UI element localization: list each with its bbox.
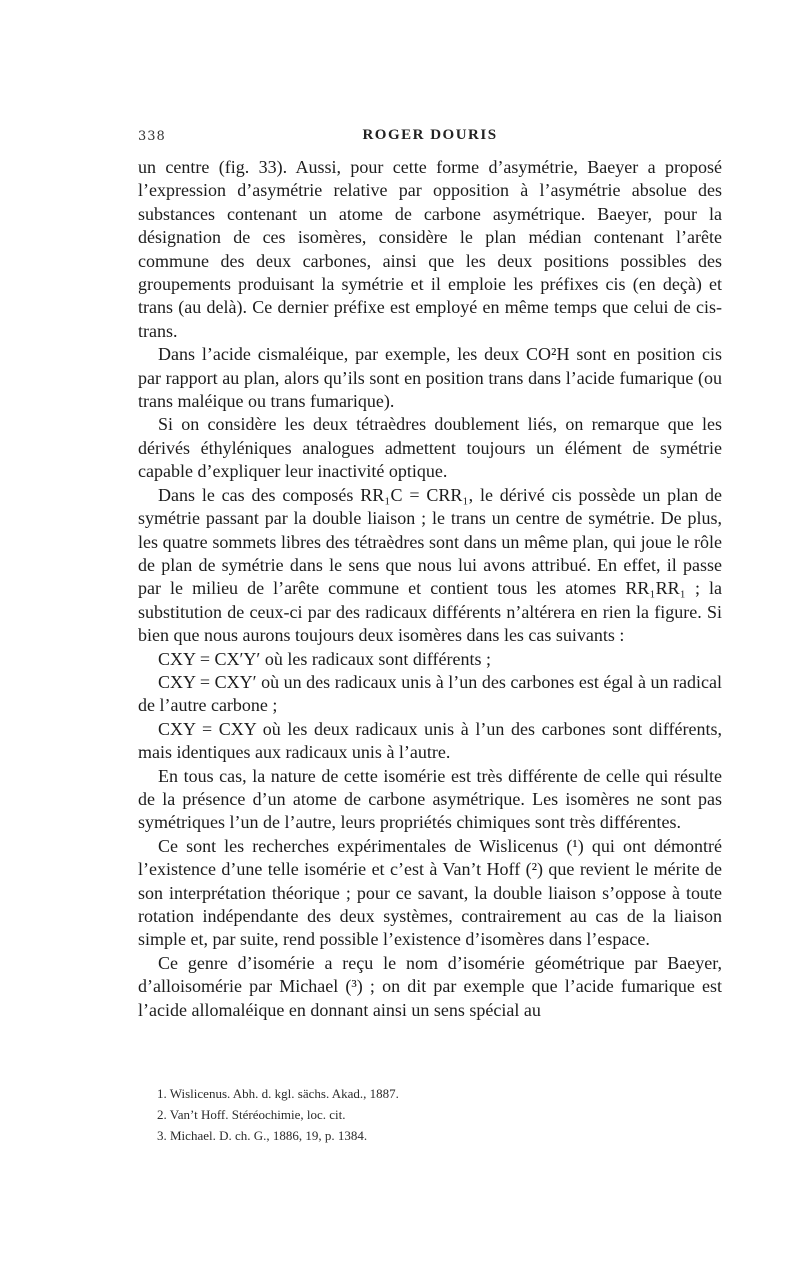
running-title: ROGER DOURIS (362, 127, 498, 143)
paragraph: un centre (fig. 33). Aussi, pour cette forme d’asymétrie, Baeyer a proposé l’expression d’asymétrie relative par opposition à l’asymétrie absolue des substances contenant un atome de carbone asymétrique. Baeyer, pour la désignation de ces isomères, considère le plan médian contenant l’arête commune des deux carbones, ainsi que les deux positions possibles des groupements produisant la symétrie et il emploie les préfixes cis (en deçà) et trans (au delà). Ce dernier préfixe est employé en même temps que celui de cis-trans. (138, 157, 722, 341)
footnote: 1. Wislicenus. Abh. d. kgl. sächs. Akad., 1887. (157, 1086, 399, 1101)
paragraph: Dans l’acide cismaléique, par exemple, les deux CO²H sont en position cis par rapport au plan, alors qu’ils sont en position trans dans l’acide fumarique (ou trans maléique ou trans fumarique). (138, 344, 722, 412)
formula-case: CXY = CXY′ où un des radicaux unis à l’un des carbones est égal à un radical de l’autre carbone ; (138, 671, 722, 716)
footnote: 2. Van’t Hoff. Stéréochimie, loc. cit. (157, 1107, 346, 1122)
footnote: 3. Michael. D. ch. G., 1886, 19, p. 1384. (157, 1128, 368, 1143)
running-head (138, 127, 722, 151)
formula-case: CXY = CXY où les deux radicaux unis à l’un des carbones sont différents, mais identiques aux radicaux unis à l’autre. (138, 718, 722, 763)
page-number: 338 (138, 129, 166, 144)
paragraph: Ce sont les recherches expérimentales de Wislicenus (¹) qui ont démontré l’existence d’une telle isomérie et c’est à Van’t Hoff (²) que revient le mérite de son interprétation théorique ; pour ce savant, la double liaison s’oppose à toute rotation indépendante des deux systèmes, contrairement au cas de la liaison simple et, par suite, rend possible l’existence d’isomères dans l’espace. (138, 835, 722, 950)
body-text (138, 156, 722, 1022)
footnotes (138, 1083, 722, 1146)
paragraph: Dans le cas des composés RR₁C = CRR₁, le dérivé cis possède un plan de symétrie passant par la double liaison ; le trans un centre de symétrie. De plus, les quatre sommets libres des tétraèdres sont dans un même plan, qui joue le rôle de plan de symétrie dans le sens que nous lui avons attribué. En effet, il passe par le milieu de l’arête commune et contient tous les atomes RR₁RR₁ ; la substitution de ceux-ci par des radicaux différents n’altérera en rien la figure. Si bien que nous aurons toujours deux isomères dans les cas suivants : (138, 484, 722, 646)
formula-case: CXY = CX′Y′ où les radicaux sont différents ; (158, 648, 491, 669)
paragraph: Si on considère les deux tétraèdres doublement liés, on remarque que les dérivés éthyléniques analogues admettent toujours un élément de symétrie capable d’expliquer leur inactivité optique. (138, 414, 722, 482)
paragraph: Ce genre d’isomérie a reçu le nom d’isomérie géométrique par Baeyer, d’alloisomérie par Michael (³) ; on dit par exemple que l’acide fumarique est l’acide allomaléique en donnant ainsi un sens spécial au (138, 952, 722, 1020)
paragraph: En tous cas, la nature de cette isomérie est très différente de celle qui résulte de la présence d’un atome de carbone asymétrique. Les isomères ne sont pas symétriques l’un de l’autre, leurs propriétés chimiques sont très différentes. (138, 765, 722, 833)
